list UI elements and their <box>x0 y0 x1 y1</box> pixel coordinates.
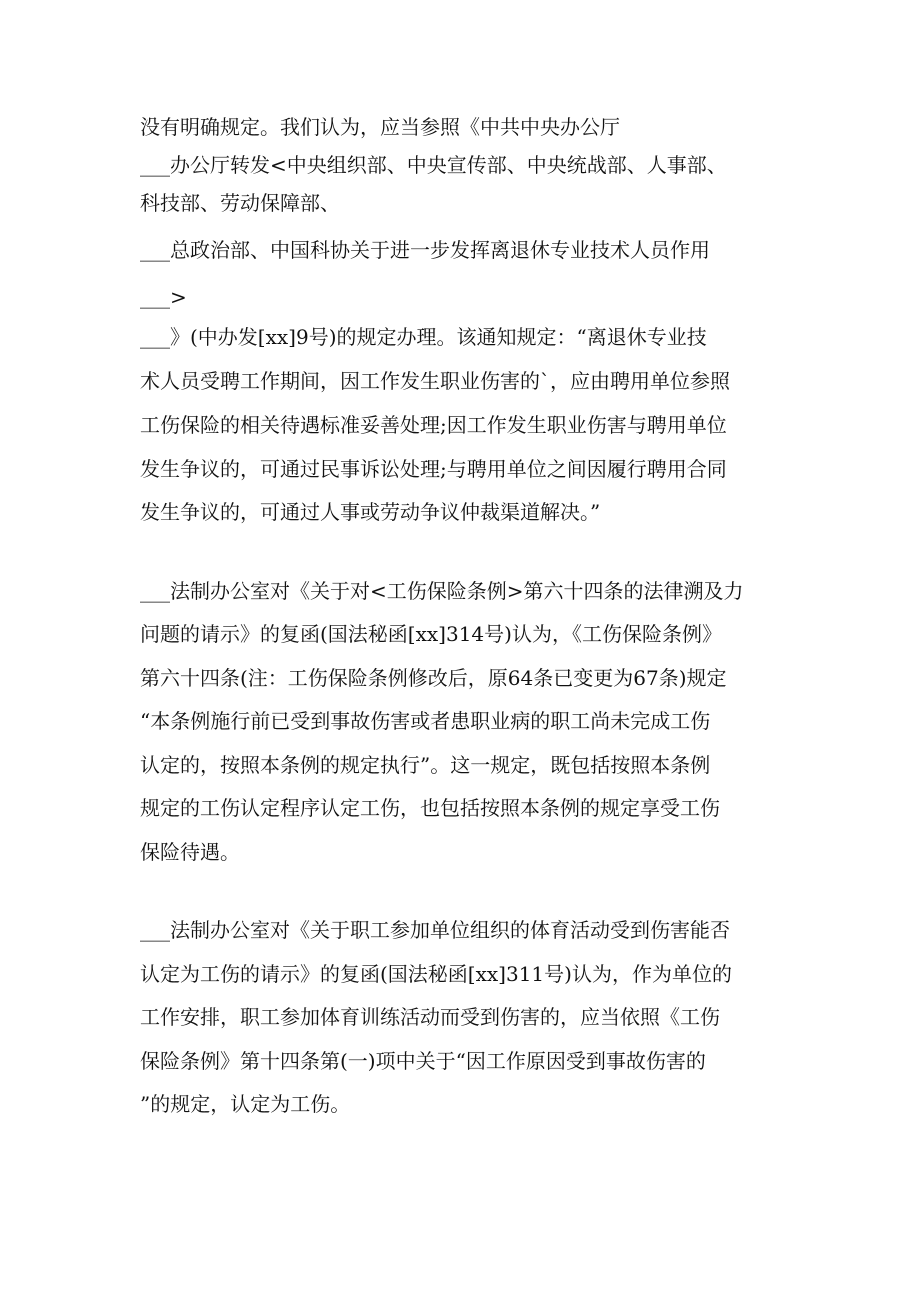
text-line: 工作安排，职工参加体育训练活动而受到伤害的，应当依照《工伤 <box>140 1005 720 1029</box>
text-line: ___》(中办发[xx]9号)的规定办理。该通知规定：“离退休专业技 <box>140 325 707 349</box>
text-line: ___> <box>140 285 187 309</box>
text-line: 规定的工伤认定程序认定工伤，也包括按照本条例的规定享受工伤 <box>140 796 720 820</box>
text-line: 没有明确规定。我们认为，应当参照《中共中央办公厅 <box>140 115 620 139</box>
text-line: ___办公厅转发<中央组织部、中央宣传部、中央统战部、人事部、 <box>140 153 727 177</box>
text-line: 发生争议的，可通过人事或劳动争议仲裁渠道解决。” <box>140 500 601 524</box>
text-line: ___法制办公室对《关于职工参加单位组织的体育活动受到伤害能否 <box>140 918 730 942</box>
text-line: ___法制办公室对《关于对<工伤保险条例>第六十四条的法律溯及力 <box>140 579 744 603</box>
text-line: ___总政治部、中国科协关于进一步发挥离退休专业技术人员作用 <box>140 238 710 262</box>
text-line: 保险条例》第十四条第(一)项中关于“因工作原因受到事故伤害的 <box>140 1049 706 1073</box>
text-line: 第六十四条(注：工伤保险条例修改后，原64条已变更为67条)规定 <box>140 666 727 690</box>
text-line: 认定为工伤的请示》的复函(国法秘函[xx]311号)认为，作为单位的 <box>140 962 732 986</box>
text-line: 术人员受聘工作期间，因工作发生职业伤害的`，应由聘用单位参照 <box>140 369 730 393</box>
text-line: 保险待遇。 <box>140 840 240 864</box>
text-line: ”的规定，认定为工伤。 <box>140 1092 351 1116</box>
text-line: 认定的，按照本条例的规定执行”。这一规定，既包括按照本条例 <box>140 753 711 777</box>
text-line: 发生争议的，可通过民事诉讼处理;与聘用单位之间因履行聘用合同 <box>140 457 727 481</box>
text-line: 工伤保险的相关待遇标准妥善处理;因工作发生职业伤害与聘用单位 <box>140 413 727 437</box>
text-line: “本条例施行前已受到事故伤害或者患职业病的职工尚未完成工伤 <box>140 709 711 733</box>
text-line: 科技部、劳动保障部、 <box>140 191 340 215</box>
text-line: 问题的请示》的复函(国法秘函[xx]314号)认为，《工伤保险条例》 <box>140 622 722 646</box>
